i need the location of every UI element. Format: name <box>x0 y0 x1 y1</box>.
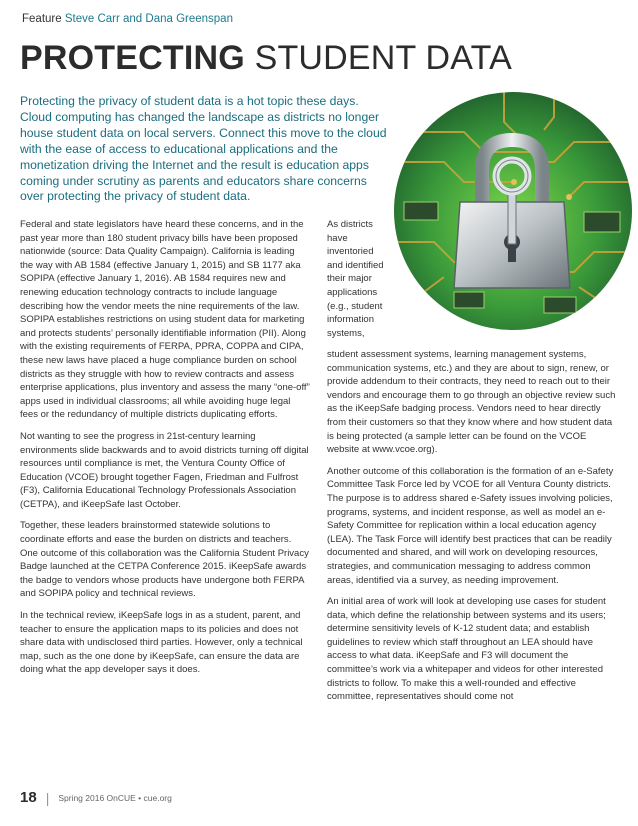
issue-info: Spring 2016 OnCUE • cue.org <box>58 792 172 803</box>
page-title <box>20 38 512 78</box>
byline-authors: Steve Carr and Dana Greenspan <box>64 13 233 25</box>
page-number: 18 <box>20 789 37 806</box>
intro-line: have <box>327 232 348 244</box>
article-left-column <box>20 218 310 685</box>
intro-line: inventoried <box>327 246 374 258</box>
intro-line: systems, <box>327 327 365 339</box>
intro-line: applications <box>327 286 378 298</box>
body-paragraph: Together, these leaders brainstormed statewide solutions to coordinate efforts and ease the burden on districts and teachers. One outcome of this collaboration was the California Student Privacy Badge launched at the CETPA Conference 2015. iKeepSafe awards the badge to vendors whose products have undergone both FERPA and SOPIPA policy and technical reviews. <box>20 520 309 600</box>
footer-separator: | <box>45 789 50 806</box>
body-paragraph: Another outcome of this collaboration is the formation of an e-Safety Committee Task Force led by VCOE for all Ventura County districts. The purpose is to address shared e-Safety issues involving policies, programs, systems, and incident response, as well as model an e-Safety Committee for replication within a local education agency (LEA). The Task Force will identify best practices that can be readily documented and shared, and will work on developing resources, strategies, and communication messaging to address common areas, identified via a survey, as needing improvement. <box>327 465 614 586</box>
body-paragraph: In the technical review, iKeepSafe logs in as a student, parent, and teacher to ensure the application maps to its policies and does not share data with undisclosed third parties. However, only a technical map, such as the one done by iKeepSafe, can ensure the data are doing what the app developer says it does. <box>20 610 303 676</box>
body-paragraph: Federal and state legislators have heard these concerns, and in the past year more than 180 student privacy bills have been proposed nationwide (source: Data Quality Campaign). California is leading the way with AB 1584 (effective January 1, 2015) and SB 1177 aka SOPIPA (effective January 1, 2016). AB 1584 requires new and renewing education technology contracts to include language describing how the vendor meets the nine requirements of the law. SOPIPA establishes restrictions on using student data for marketing and protects students’ personally identifiable information (PII). Along with the existing requirements of FERPA, PPRA, COPPA and CIPA, these new laws have placed a huge compliance burden on school districts as they struggle with how to review contracts and assess enterprise applications, plus inventory and assess the many “one-off” apps used in individual classrooms; all while avoiding huge legal fees or the redundancy of multiple districts duplicating efforts. <box>20 219 310 421</box>
body-paragraph: An initial area of work will look at developing use cases for student data, which define the relationship between systems and its users; determine sensitivity levels of K-12 student data; and establish guidelines to review which staff throughout an LEA should have access to what data. iKeepSafe and F3 will document the committee’s work via a whitepaper and videos for other interested districts to follow. To make this a well-rounded and effective committee, representatives should come not <box>327 596 606 703</box>
title-bold: PROTECTING <box>20 39 245 77</box>
intro-line: (e.g., student <box>327 300 383 312</box>
article-right-column-intro <box>327 218 407 340</box>
article-right-column <box>327 348 618 712</box>
intro-line: information <box>327 314 374 326</box>
hero-image <box>394 92 632 330</box>
kicker-label: Feature <box>22 13 62 25</box>
title-light: STUDENT DATA <box>254 39 512 77</box>
padlock-on-circuit-board-icon <box>394 92 632 330</box>
intro-line: their major <box>327 273 372 285</box>
intro-line: and identified <box>327 259 384 271</box>
deck-paragraph: Protecting the privacy of student data is a hot topic these days. Cloud computing has changed the landscape as districts no longer house student data on local servers. Connect this move to the cloud with the ease of access to educational applications and the monetization driving the Internet and the result is education apps coming under scrutiny as parents and educators share concerns over protecting the privacy of student data. <box>20 94 387 204</box>
kicker <box>22 13 233 25</box>
intro-line: As districts <box>327 219 373 230</box>
body-paragraph: Not wanting to see the progress in 21st-century learning environments slide backwards and to avoid districts turning off digital resources until compliance is met, the Ventura County Office of Education (VCOE) brought together Fagen, Friedman and Fulfrost (F3), California Educational Technology Professionals Association (CETPA), and iKeepSafe last October. <box>20 430 309 510</box>
body-paragraph: student assessment systems, learning management systems, communication systems, etc.) and they are about to sign, renew, or provide addendum to their contracts, they need to reach out to their vendors and encourage them to go through an objective review such as the iKeepSafe badging process. Vendors need to hear directly from their customers so that they know where and how student data is being protected (a sample letter can be found on the VCOE website at www.vcoe.org). <box>327 349 616 456</box>
page-footer <box>20 789 172 806</box>
